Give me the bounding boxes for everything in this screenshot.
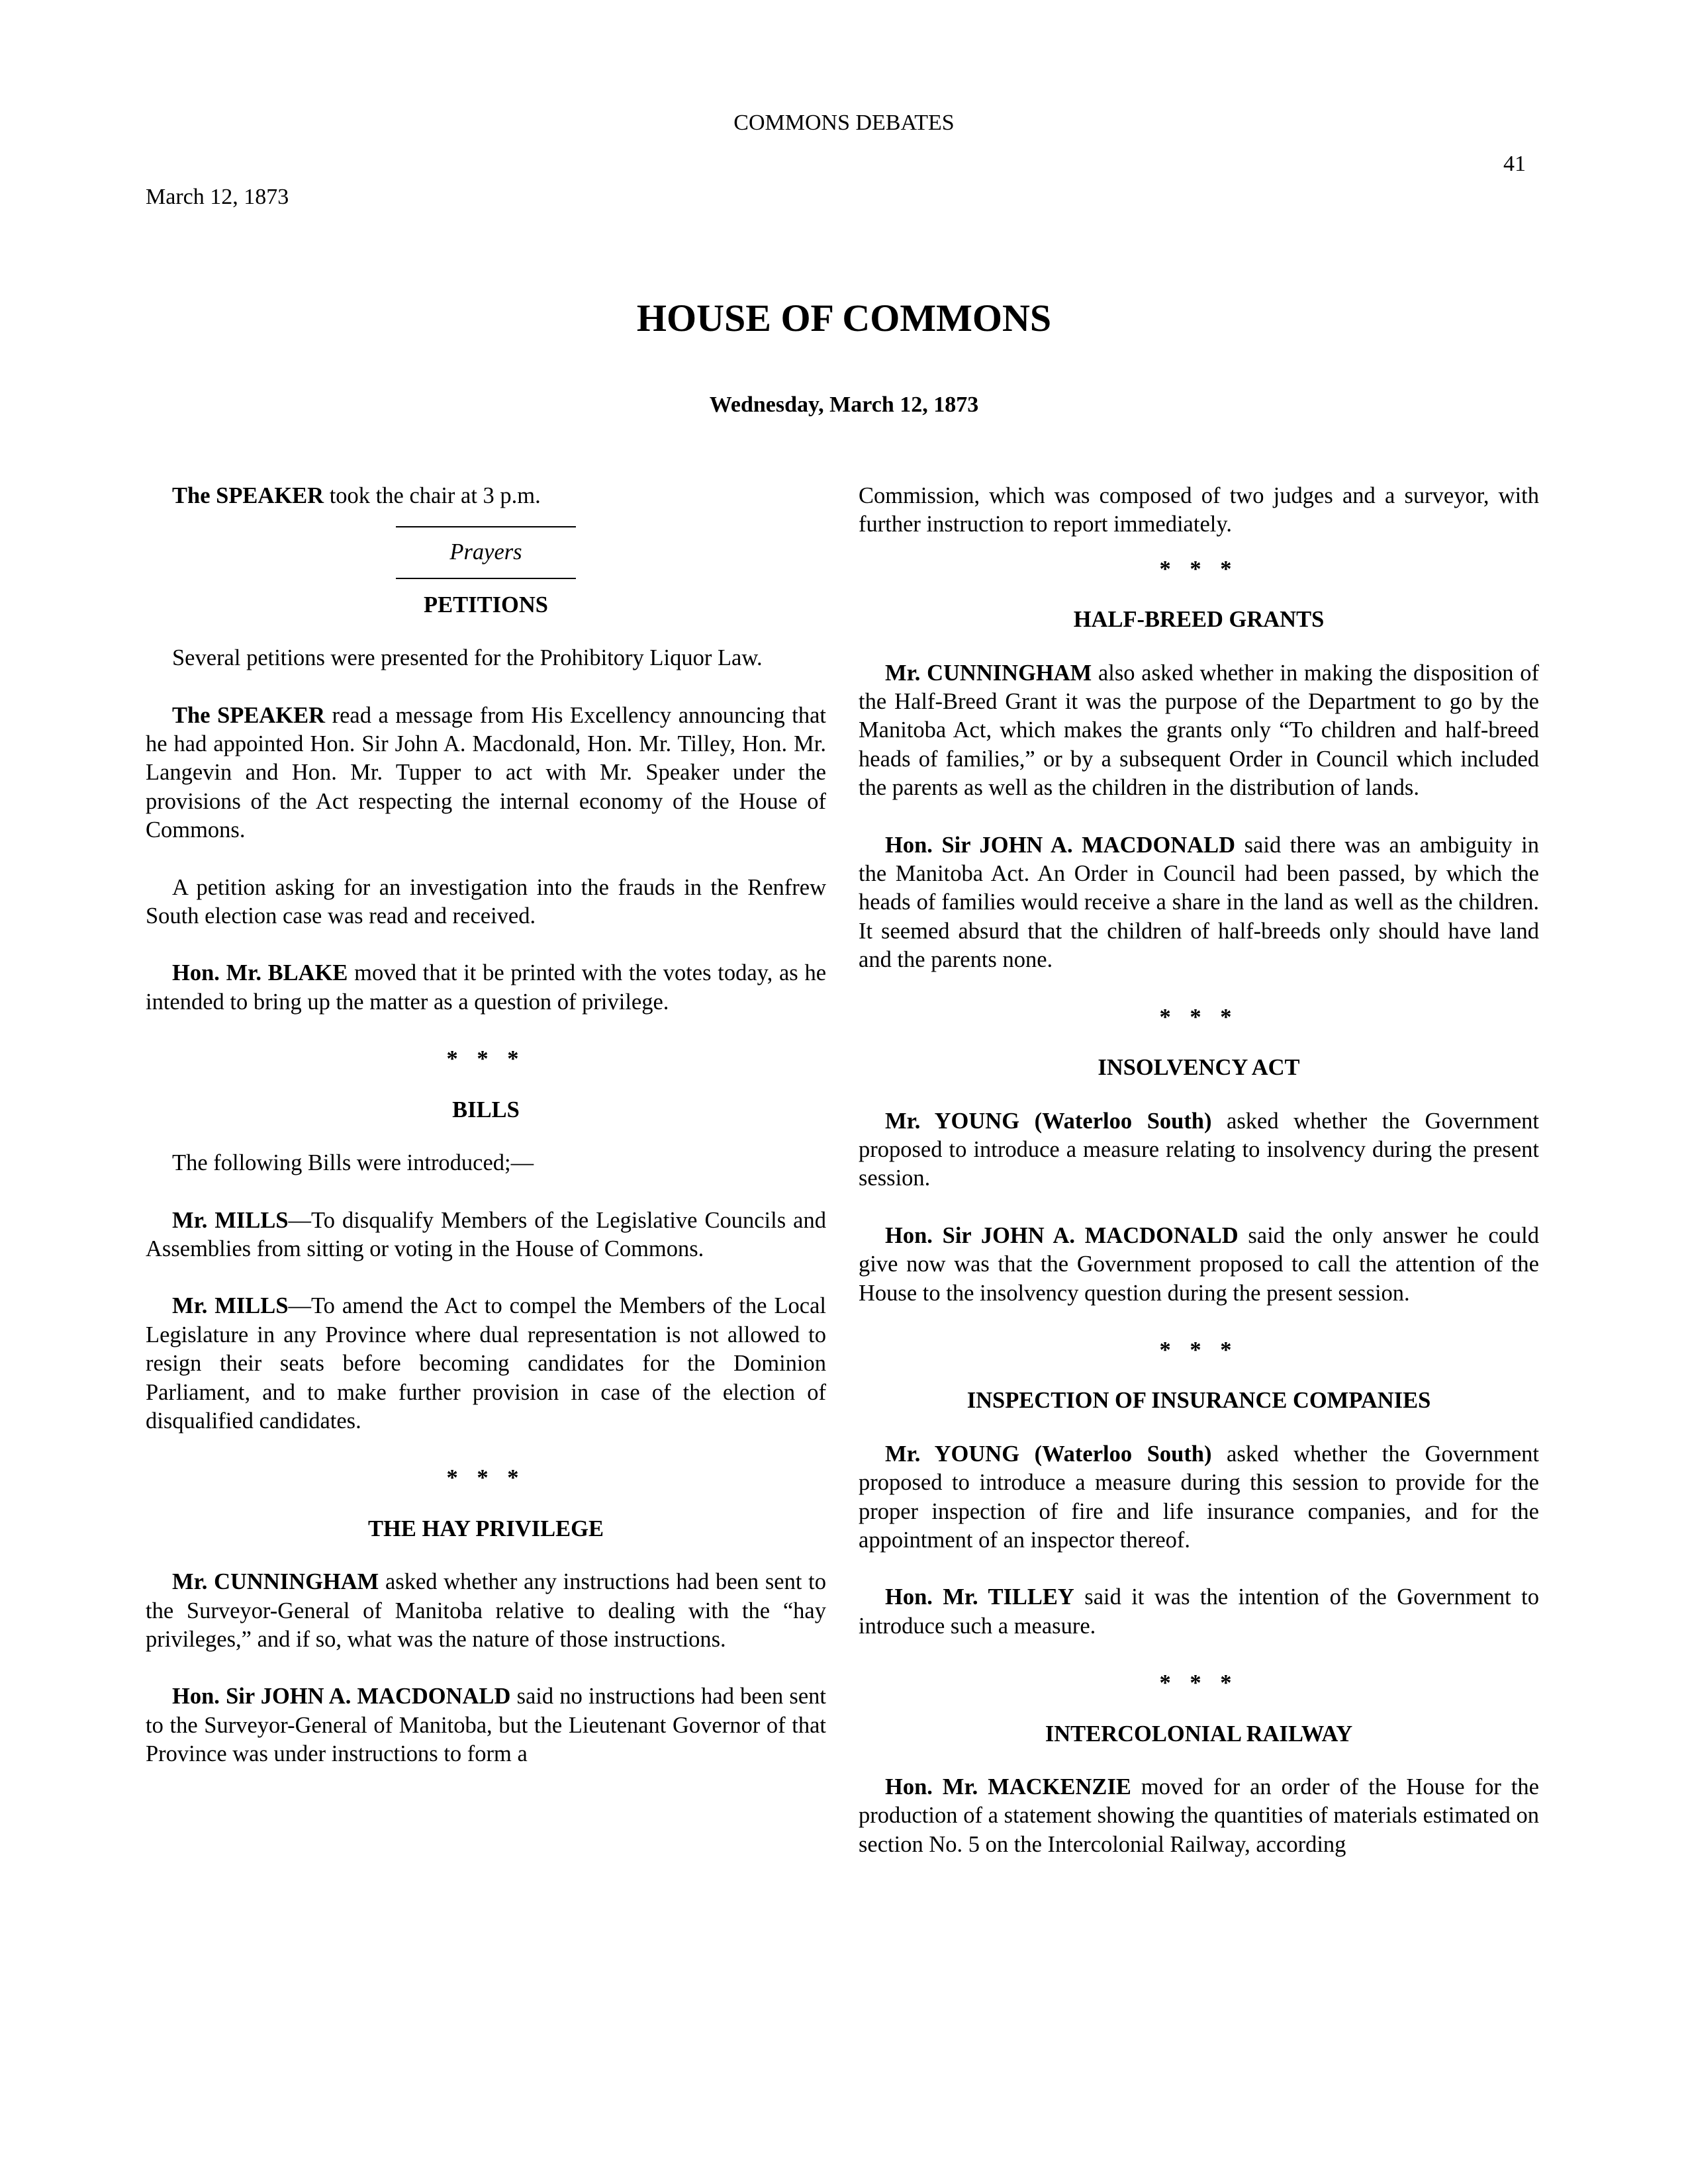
paragraph-text: asked whether the Government proposed to introduce a measure during this session to provide for the proper inspection of fire and life insurance companies, and for the appointment of an inspector thereof.: [859, 1441, 1539, 1553]
section-heading-hay-privilege: THE HAY PRIVILEGE: [368, 1516, 604, 1541]
paragraph-text: also asked whether in making the disposition of the Half-Breed Grant it was the purpose of the Department to go by the Manitoba Act, which makes the grants only “To children and half-breed heads of families,” or by a subsequent Order in Council which included the parents as well as the children in the distribution of lands.: [859, 660, 1539, 801]
renfrew-petition-paragraph: A petition asking for an investigation into the frauds in the Renfrew South election case was read and received.: [146, 874, 826, 929]
tilley-paragraph: [859, 1583, 1539, 1641]
section-separator: * * *: [1159, 1337, 1239, 1363]
page-number: 41: [1503, 152, 1526, 176]
speaker-name: Mr. MILLS: [172, 1207, 289, 1233]
blake-paragraph: [146, 959, 826, 1017]
young-insurance-paragraph: [859, 1440, 1539, 1555]
section-heading-insurance-companies: INSPECTION OF INSURANCE COMPANIES: [966, 1388, 1431, 1414]
opening-paragraph: [146, 482, 826, 510]
section-heading-insolvency-act: INSOLVENCY ACT: [1098, 1055, 1300, 1081]
speaker-name: Hon. Mr. BLAKE: [172, 960, 348, 986]
section-heading-petitions: PETITIONS: [424, 592, 548, 617]
bills-intro-paragraph: The following Bills were introduced;—: [172, 1150, 534, 1176]
paragraph-text: asked whether any instructions had been sent to the Surveyor-General of Manitoba relative to dealing with the “hay privileges,” and if so, what was the nature of those instructions.: [146, 1569, 826, 1652]
speaker-message-paragraph: [146, 702, 826, 845]
speaker-name: Mr. MILLS: [172, 1293, 289, 1319]
divider-rule: [396, 526, 576, 527]
section-separator: * * *: [1159, 556, 1239, 582]
speaker-name: The SPEAKER: [172, 483, 324, 508]
paragraph-text: said no instructions had been sent to the Surveyor-General of Manitoba, but the Lieutenant Governor of that Province was under instructions to form a: [146, 1684, 826, 1767]
running-header: COMMONS DEBATES: [733, 111, 955, 135]
section-separator: * * *: [1159, 1670, 1239, 1696]
section-separator: * * *: [446, 1465, 526, 1491]
section-separator: * * *: [446, 1046, 526, 1072]
speaker-name: Mr. CUNNINGHAM: [885, 660, 1092, 686]
speaker-name: Hon. Sir JOHN A. MACDONALD: [172, 1684, 511, 1709]
mackenzie-paragraph: [859, 1773, 1539, 1859]
section-heading-intercolonial-railway: INTERCOLONIAL RAILWAY: [1045, 1721, 1353, 1747]
paragraph-text: —To amend the Act to compel the Members of the Local Legislature in any Province where dual representation is not allowed to resign their seats before becoming candidates for the Dominion Parliament, and to make further provision in case of the election of disqualified candidates.: [146, 1293, 826, 1433]
speaker-name: Hon. Sir JOHN A. MACDONALD: [885, 1222, 1239, 1248]
paragraph-text: moved for an order of the House for the production of a statement showing the quantities of materials estimated on section No. 5 on the Intercolonial Railway, according: [859, 1774, 1539, 1857]
mills-bill-1-paragraph: [146, 1206, 826, 1264]
cunningham-hay-paragraph: [146, 1568, 826, 1654]
page-title: HOUSE OF COMMONS: [636, 296, 1052, 340]
right-column: [859, 482, 1539, 1888]
section-heading-half-breed-grants: HALF-BREED GRANTS: [1073, 607, 1325, 633]
sitting-date: Wednesday, March 12, 1873: [709, 392, 979, 417]
speaker-name: The SPEAKER: [172, 702, 326, 728]
paragraph-text: said there was an ambiguity in the Manitoba Act. An Order in Council had been passed, by which the heads of families would receive a share in the land as well as the children. It seemed absurd that the children of half-breeds only should have land and the parents none.: [859, 832, 1539, 973]
continuation-paragraph: Commission, which was composed of two judges and a surveyor, with further instruction to report immediately.: [859, 483, 1539, 537]
speaker-name: Mr. YOUNG (Waterloo South): [885, 1441, 1212, 1467]
mills-bill-2-paragraph: [146, 1292, 826, 1435]
cunningham-grants-paragraph: [859, 659, 1539, 803]
divider-rule: [396, 578, 576, 579]
paragraph-text: asked whether the Government proposed to introduce a measure relating to insolvency during the present session.: [859, 1108, 1539, 1191]
left-column: [146, 482, 826, 1797]
macdonald-grants-paragraph: [859, 831, 1539, 975]
speaker-name: Hon. Mr. TILLEY: [885, 1584, 1074, 1610]
paragraph-text: —To disqualify Members of the Legislative Councils and Assemblies from sitting or voting in the House of Commons.: [146, 1207, 826, 1261]
speaker-name: Hon. Sir JOHN A. MACDONALD: [885, 832, 1236, 858]
young-insolvency-paragraph: [859, 1107, 1539, 1193]
paragraph-text: read a message from His Excellency announcing that he had appointed Hon. Sir John A. Macdonald, Hon. Mr. Tilley, Hon. Mr. Langevin and Hon. Mr. Tupper to act with Mr. Speaker under the provisions of the Act respecting the internal economy of the House of Commons.: [146, 702, 826, 843]
macdonald-insolvency-paragraph: [859, 1222, 1539, 1308]
prayers-label: Prayers: [449, 539, 522, 565]
page-date: March 12, 1873: [146, 185, 289, 209]
macdonald-hay-paragraph: [146, 1682, 826, 1768]
speaker-name: Hon. Mr. MACKENZIE: [885, 1774, 1131, 1799]
petitions-paragraph: Several petitions were presented for the Prohibitory Liquor Law.: [172, 645, 763, 671]
paragraph-text: took the chair at 3 p.m.: [324, 483, 541, 508]
section-heading-bills: BILLS: [452, 1097, 520, 1122]
paragraph-text: said it was the intention of the Government to introduce such a measure.: [859, 1584, 1539, 1639]
paragraph-text: moved that it be printed with the votes today, as he intended to bring up the matter as a question of privilege.: [146, 960, 827, 1015]
paragraph-text: said the only answer he could give now was that the Government proposed to call the attention of the House to the insolvency question during the present session.: [859, 1222, 1539, 1306]
speaker-name: Mr. YOUNG (Waterloo South): [885, 1108, 1212, 1134]
section-separator: * * *: [1159, 1004, 1239, 1030]
speaker-name: Mr. CUNNINGHAM: [172, 1569, 379, 1595]
